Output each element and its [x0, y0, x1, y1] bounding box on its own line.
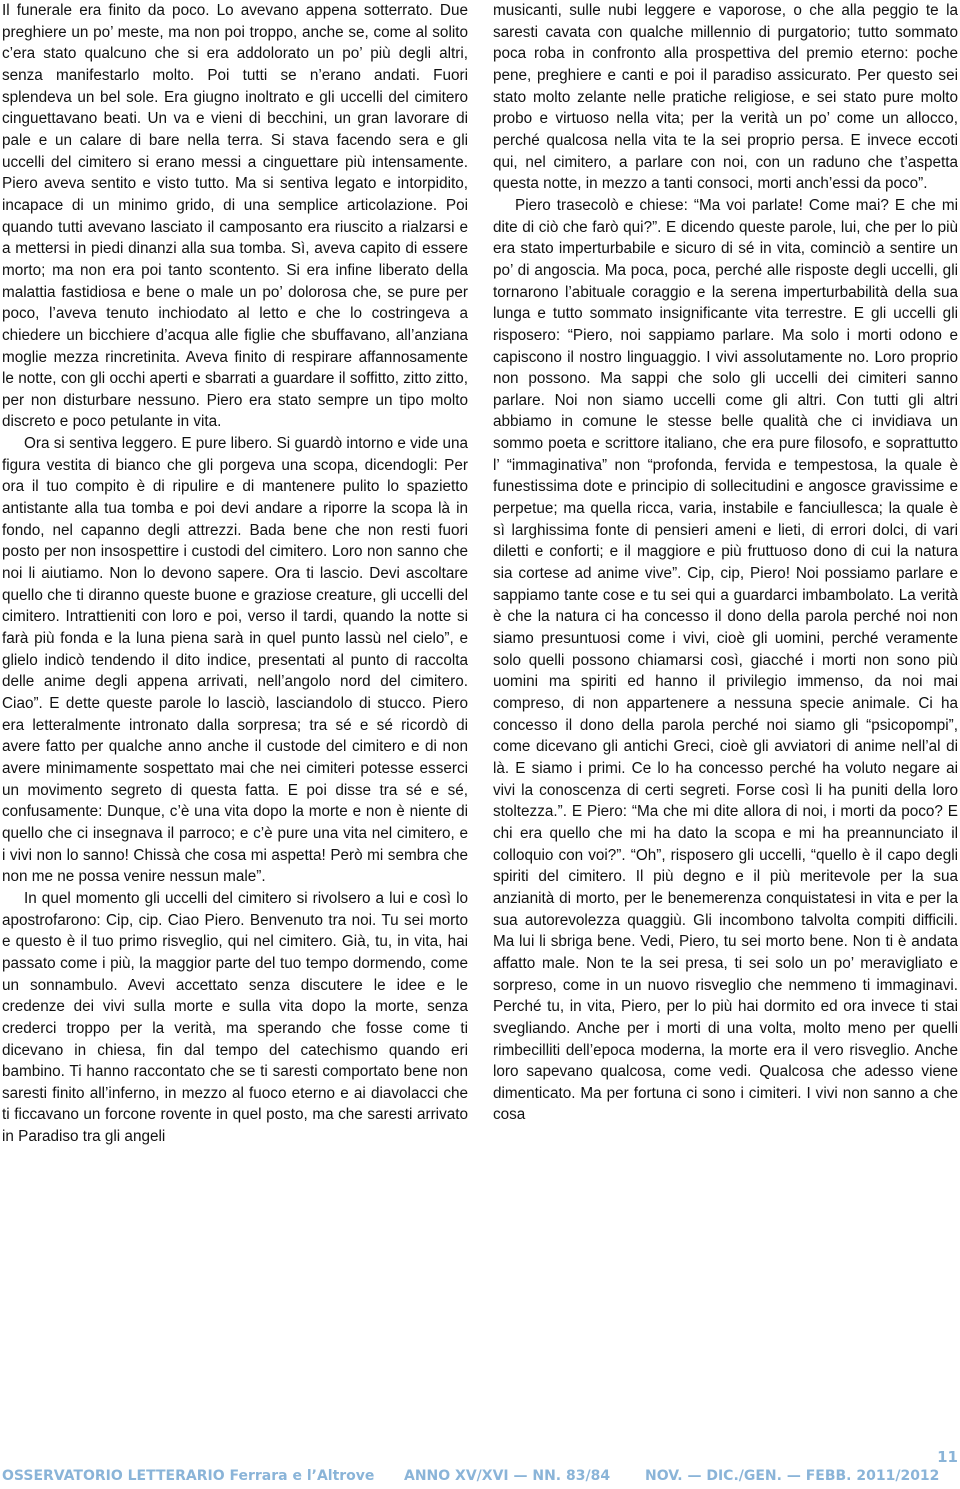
footer-journal-title: OSSERVATORIO LETTERARIO Ferrara e l’Altrove: [2, 1468, 375, 1484]
paragraph: Il funerale era finito da poco. Lo avevano appena sotterrato. Due preghiere un po’ meste, ma non poi troppo, anche se, come al solito c’era stato qualcuno che si era addolorato un po’ più degli altri, senza manifestarlo molto. Poi tutti se n’erano andati. Fuori splendeva un bel sole. Era giugno inoltrato e gli uccelli del cimitero cinguettavano beati. Un va e vieni di becchini, un gran lavorare di pale e un calare di bare nella terra. Si stava facendo sera e gli uccelli del cimitero si erano messi a cinguettare più intensamente. Piero aveva sentito e visto tutto. Ma si sentiva legato e intorpidito, incapace di un minimo grido, di una semplice articolazione. Poi quando tutti avevano lasciato il camposanto era riuscito a rialzarsi e a mettersi in piedi dinanzi alla sua tomba. Sì, aveva capito di essere morto; ma non era poi tanto scontento. Si era infine liberato della malattia fastidiosa e bene o male un po’ dolorosa che, se pure per poco, l’aveva tenuto inchiodato al letto e che lo costringeva a chiedere un bicchiere d’acqua alle figlie che sbuffavano, all’anziana moglie mezza rincretinita. Aveva finito di respirare affannosamente le notte, con gli occhi aperti e sbarrati a guardare il soffitto, zitto zitto, per non disturbare nessuno. Piero era stato sempre un tipo molto discreto e poco petulante in vita.: [2, 2, 468, 431]
paragraph: Piero trasecolò e chiese: “Ma voi parlate! Come mai? E che mi dite di ciò che farò qui?”. E dicendo queste parole, lui, che per lo più era stato imperturbabile e sicuro di sé in vita, cominciò a sentire un po’ di angoscia. Ma poca, poca, perché alle risposte degli uccelli, gli tornarono l’abituale coraggio e la serena imperturbabilità della sua lunga e tutto sommato insignificante vita terrestre. E gli uccelli gli risposero: “Piero, noi sappiamo parlare. Ma solo i morti odono e capiscono il nostro linguaggio. I vivi assolutamente no. Loro proprio non possono. Ma sappi che solo gli uccelli dei cimiteri sanno parlare. Noi non siamo uccelli come gli altri. Con tutti gli altri abbiamo in comune le stesse belle qualità che ci invidiava un sommo poeta e scrittore italiano, che era pure filosofo, e soprattutto l’ “immaginativa” non “profonda, fervida e tempestosa, la quale è funestissima dote e principio di sollecitudini e angosce gravissime e perpetue; ma quella ricca, varia, instabile e fanciullesca; la quale è sì larghissima fonte di pensieri ameni e lieti, di errori dolci, di vari diletti e conforti; e il maggiore e più fruttuoso dono di cui la natura sia cortese ad anime vive”. Cip, cip, Piero! Noi possiamo parlare e sappiamo tante cose e tu sei qui a guardarci imbambolato. La verità è che la natura ci ha concesso il dono della parola perché noi non siamo presuntuosi come i vivi, cioè gli uomini, perché veramente solo quelli possono chiamarsi così, giacché i morti non sono più uomini ma spiriti ed hanno il privilegio immenso, da noi mai compreso, di non appartenere a nessuna specie animale. Ci ha concesso il dono della parola perché noi siamo gli “psicopompi”, come dicevano gli antichi Greci, cioè gli avviatori di anime nell’al di là. E siamo i primi. Ce lo ha concesso perché ha voluto negare ai vivi la conoscenza di certi segreti. Forse così li ha puniti della loro stoltezza.”. E Piero: “Ma che mi dite allora di noi, i morti da poco? E chi era quello che mi ha dato la scopa e mi ha preannunciato il colloquio con voi?”. “Oh”, risposero gli uccelli, “quello è il capo degli spiriti del cimitero. Il più degno e il più meritevole per la sua anzianità di morto, per le benemerenza conquistatesi in vita e per la sua autorevolezza quaggiù. Gli incombono talvolta compiti difficili. Ma lui li sbriga bene. Vedi, Piero, tu sei morto bene. Non ti è andata affatto male. Non te la sei presa, ti sei solo un po’ meravigliato e sorpreso, come in un nuovo risveglio che nemmeno ti immaginavi. Perché tu, in vita, Piero, per lo più hai dormito ed ora invece ti stai svegliando. Anche per i morti di una volta, molto meno per quelli rimbecilliti dell’epoca moderna, la morte era il vero risveglio. Anche loro sapevano qualcosa, come vedi. Qualcosa che adesso viene dimenticato. Ma per fortuna ci sono i cimiteri. I vivi non sanno a che cosa: [493, 196, 958, 1124]
paragraph: musicanti, sulle nubi leggere e vaporose, o che alla peggio te la saresti cavata con qualche millennio di purgatorio; tutto sommato poca roba in confronto alla prospettiva del premio eterno: poche pene, preghiere e canti e poi il paradiso assicurato. Per questo sei stato molto zelante nelle pratiche religiose, e sei stato pure molto probo e virtuoso nella vita; per la verità un po’ come un allocco, perché qualcosa nella vita te la sei proprio persa. E invece eccoti qui, nel cimitero, a parlare con noi, con un raduno che t’aspetta questa notte, in mezzo a tanti consoci, morti anch’essi da poco”.: [493, 2, 958, 193]
page-number: 11: [937, 1448, 958, 1466]
footer-issue: ANNO XV/XVI — NN. 83/84: [404, 1468, 611, 1484]
page-footer: [0, 1468, 960, 1489]
paragraph: Ora si sentiva leggero. E pure libero. Si guardò intorno e vide una figura vestita di bianco che gli porgeva una scopa, dicendogli: Per ora il tuo compito è di ripulire e di mantenere pulito lo spazietto antistante alla tua tomba e poi devi andare a riporre la scopa là in fondo, nel capanno degli attrezzi. Bada bene che non resti fuori posto per non insospettire i custodi del cimitero. Loro non sanno che noi li aiutiamo. Non lo devono sapere. Ora ti lascio. Devi ascoltare quello che ti diranno queste buone e graziose creature, gli uccelli del cimitero. Intrattieniti con loro e poi, verso il tardi, quando la notte si farà più fonda e la luna piena sarà in quel punto lassù nel cielo”, e glielo indicò tendendo il dito indice, presentati al punto di raccolta delle anime degli appena arrivati, nell’angolo nord del cimitero. Ciao”. E dette queste parole lo lasciò, lasciandolo di stucco. Piero era letteralmente intronato dalla sorpresa; tra sé e sé ricordò di avere fatto per qualche anno anche il custode del cimitero e di non avere minimamente sospettato mai che nei cimiteri potesse esserci un movimento segreto di questa fatta. E poi disse tra sé e sé, confusamente: Dunque, c’è una vita dopo la morte e non è niente di quello che ci insegnava il parroco; e c’è pure una vita nel cimitero, e i vivi non lo sanno! Chissà che cosa mi aspetta! Però mi sembra che non me ne possa venire nessun male”.: [2, 435, 468, 886]
text-column-left: [2, 0, 468, 1446]
footer-date: NOV. — DIC./GEN. — FEBB. 2011/2012: [645, 1468, 940, 1484]
text-column-right: [493, 0, 958, 1446]
paragraph: In quel momento gli uccelli del cimitero si rivolsero a lui e così lo apostrofarono: Cip, cip. Ciao Piero. Benvenuto tra noi. Tu sei morto e questo è il tuo primo risveglio, qui nel cimitero. Già, tu, in vita, hai passato come i più, la maggior parte del tuo tempo dormendo, come un sonnambulo. Avevi accettato senza discutere le idee e le credenze dei vivi sulla morte e sulla vita dopo la morte, senza crederci troppo per la verità, ma sperando che fosse come ti dicevano in chiesa, fin dal tempo del catechismo quando eri bambino. Ti hanno raccontato che se ti saresti comportato bene non saresti finito all’inferno, in mezzo al fuoco eterno e ai diavolacci che ti ficcavano un forcone rovente in quel posto, ma che saresti arrivato in Paradiso tra gli angeli: [2, 889, 468, 1146]
